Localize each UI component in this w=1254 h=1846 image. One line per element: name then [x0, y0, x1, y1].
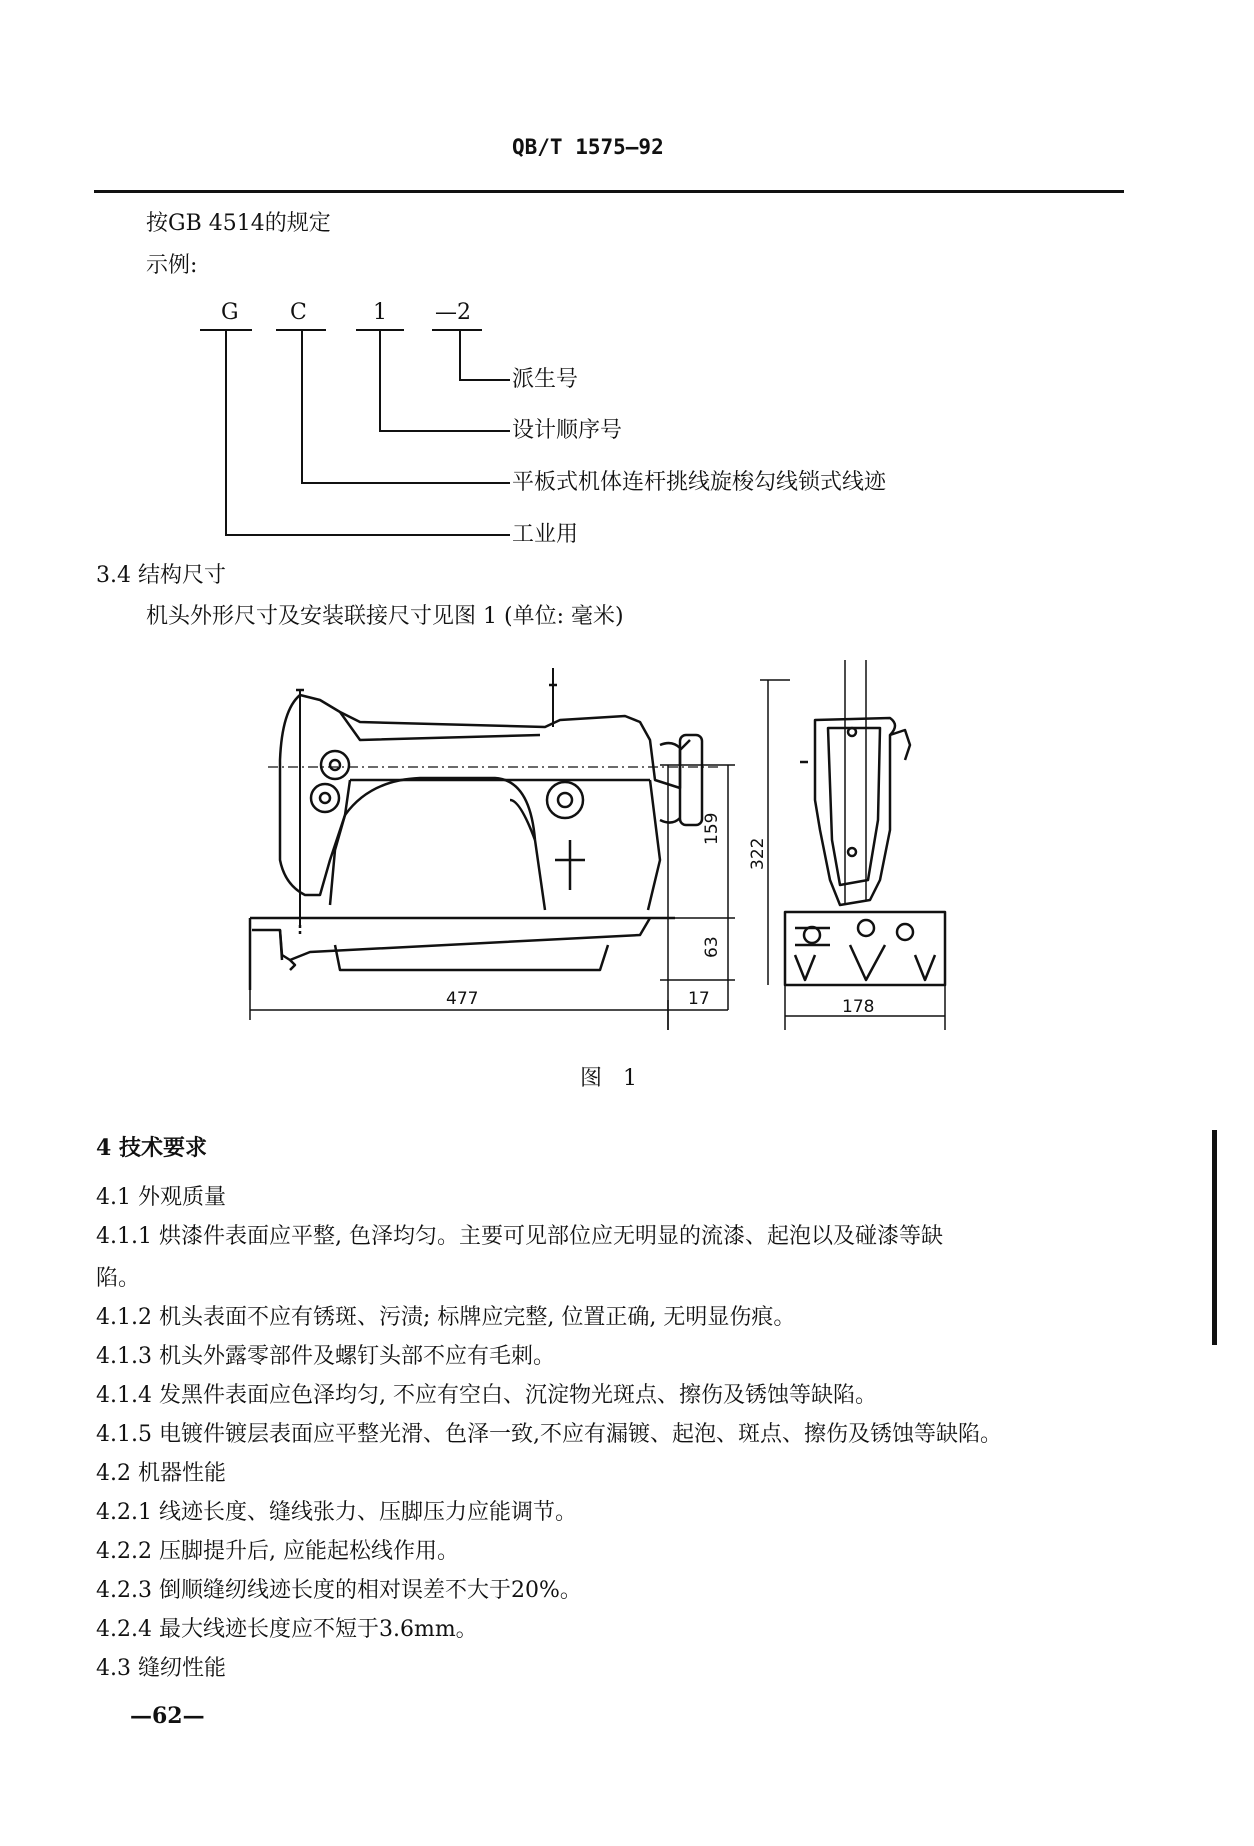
- section-3-4-heading: 3.4 结构尺寸: [96, 563, 226, 588]
- model-code-char-4: —2: [435, 300, 471, 325]
- dimension-159: 159: [702, 812, 722, 845]
- model-code-label-industrial: 工业用: [512, 522, 579, 547]
- dimension-322: 322: [748, 837, 768, 870]
- para-4-2-1: 4.2.1 线迹长度、缝线张力、压脚压力应能调节。: [96, 1500, 577, 1525]
- section-4-3-heading: 4.3 缝纫性能: [96, 1656, 226, 1681]
- para-4-1-2: 4.1.2 机头表面不应有锈斑、污渍; 标牌应完整, 位置正确, 无明显伤痕。: [96, 1305, 796, 1330]
- scan-edge-mark: [1212, 1130, 1217, 1345]
- para-4-2-4: 4.2.4 最大线迹长度应不短于3.6mm。: [96, 1617, 478, 1642]
- model-code-char-3: 1: [373, 300, 387, 325]
- dimension-63: 63: [702, 936, 722, 958]
- para-4-1-3: 4.1.3 机头外露零部件及螺钉头部不应有毛刺。: [96, 1344, 555, 1369]
- figure-caption: 图 1: [580, 1066, 637, 1091]
- dimension-178: 178: [842, 997, 875, 1017]
- section-4-heading: 4 技术要求: [96, 1135, 207, 1161]
- model-code-label-design-seq: 设计顺序号: [512, 418, 623, 443]
- standard-number: QB/T 1575—92: [512, 135, 664, 159]
- model-code-char-1: G: [221, 300, 239, 325]
- dimension-17: 17: [688, 989, 710, 1009]
- para-4-2-2: 4.2.2 压脚提升后, 应能起松线作用。: [96, 1539, 459, 1564]
- para-4-2-3: 4.2.3 倒顺缝纫线迹长度的相对误差不大于20%。: [96, 1578, 582, 1603]
- model-code-char-2: C: [290, 300, 307, 325]
- model-code-label-structure: 平板式机体连杆挑线旋梭勾线锁式线迹: [512, 470, 887, 495]
- para-4-1-1-line1: 4.1.1 烘漆件表面应平整, 色泽均匀。主要可见部位应无明显的流漆、起泡以及碰漆等缺: [96, 1224, 943, 1249]
- para-4-1-5: 4.1.5 电镀件镀层表面应平整光滑、色泽一致,不应有漏镀、起泡、斑点、擦伤及锈蚀等缺陷。: [96, 1422, 1002, 1447]
- section-4-1-heading: 4.1 外观质量: [96, 1185, 226, 1210]
- section-4-2-heading: 4.2 机器性能: [96, 1461, 226, 1486]
- model-intro-line1: 按GB 4514的规定: [146, 211, 331, 236]
- model-code-label-derivative: 派生号: [512, 367, 579, 392]
- section-3-4-text: 机头外形尺寸及安装联接尺寸见图 1 (单位: 毫米): [146, 604, 624, 629]
- dimension-477: 477: [446, 989, 479, 1009]
- model-intro-line2: 示例:: [146, 253, 198, 278]
- page-number: —62—: [130, 1703, 205, 1729]
- para-4-1-4: 4.1.4 发黑件表面应色泽均匀, 不应有空白、沉淀物光斑点、擦伤及锈蚀等缺陷。: [96, 1383, 877, 1408]
- para-4-1-1-line2: 陷。: [96, 1266, 141, 1291]
